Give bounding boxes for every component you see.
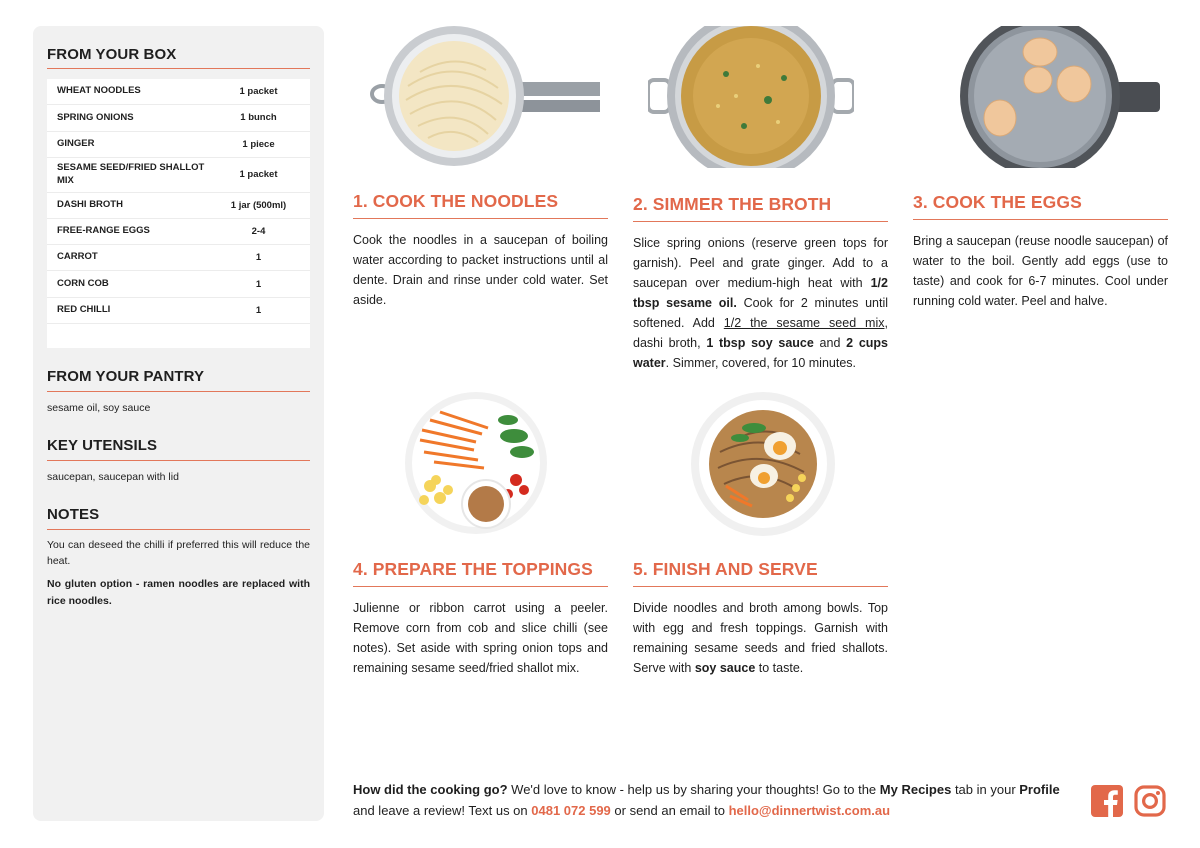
bold-run: 2 cups water [633, 336, 888, 370]
eggs-saucepan-image [956, 26, 1160, 168]
text-run: or send an email to [610, 803, 729, 818]
step-2 [633, 194, 888, 373]
step-4 [353, 559, 608, 678]
ramen-bowl-image [690, 392, 836, 536]
note-gluten: No gluten option - ramen noodles are replaced with rice noodles. [47, 578, 310, 607]
step-2-body [633, 233, 888, 373]
step-3-title: 3. COOK THE EGGS [913, 192, 1168, 220]
step-5 [633, 559, 888, 678]
utensils-section [47, 437, 310, 486]
feedback-footer [353, 779, 1073, 821]
step-1 [353, 191, 608, 310]
step-4-body: Julienne or ribbon carrot using a peeler. Remove corn from cob and slice chilli (see notes). Set aside with spring onion tops and remaining sesame seed/fried shallot mix. [353, 601, 608, 675]
utensils-heading: KEY UTENSILS [47, 437, 310, 461]
text-run: Divide noodles and broth among bowls. Top with egg and fresh toppings. Garnish with remaining sesame seeds and fried shallots. Serve with [633, 601, 888, 675]
table-row [47, 158, 310, 193]
footer-question: How did the cooking go? [353, 782, 508, 797]
pantry-heading: FROM YOUR PANTRY [47, 368, 310, 392]
notes-heading: NOTES [47, 506, 310, 530]
noodles-strainer-image [368, 26, 600, 168]
step-3 [913, 192, 1168, 311]
ingredient-qty: 1 [255, 304, 262, 316]
table-row [47, 219, 310, 245]
phone-link[interactable]: 0481 072 599 [531, 803, 611, 818]
ingredient-name: RED CHILLI [57, 303, 111, 315]
note-chilli: You can deseed the chilli if preferred this will reduce the heat. [47, 538, 310, 568]
ingredient-name: WHEAT NOODLES [57, 85, 141, 97]
table-row [47, 245, 310, 271]
table-row [47, 79, 310, 105]
utensils-text: saucepan, saucepan with lid [47, 470, 179, 483]
text-run: . Simmer, covered, for 10 minutes. [665, 356, 857, 370]
ingredient-qty: 1 jar (500ml) [230, 199, 287, 211]
text-run: and leave a review! Text us on [353, 803, 532, 818]
notes-section [47, 506, 310, 610]
step-5-title: 5. FINISH AND SERVE [633, 559, 888, 587]
ingredient-qty: 1 packet [239, 86, 278, 98]
ingredient-name: SPRING ONIONS [57, 111, 134, 123]
underlined-run: 1/2 the sesame seed mix [723, 316, 885, 330]
bold-run: 1 tbsp soy sauce [706, 336, 814, 350]
table-row [47, 271, 310, 297]
text-run: We'd love to know - help us by sharing your thoughts! Go to the [507, 782, 880, 797]
step-1-title: 1. COOK THE NOODLES [353, 191, 608, 219]
instagram-icon[interactable] [1134, 785, 1166, 817]
text-run: to taste. [755, 661, 804, 675]
table-row [47, 193, 310, 219]
my-recipes-label: My Recipes [879, 782, 952, 797]
profile-label: Profile [1019, 782, 1060, 797]
ingredient-name: GINGER [57, 137, 95, 149]
ingredient-qty: 2-4 [251, 225, 266, 237]
table-row [47, 298, 310, 324]
ingredient-qty: 1 packet [239, 169, 278, 181]
pantry-section [47, 368, 310, 417]
table-row [47, 132, 310, 158]
email-link[interactable]: hello@dinnertwist.com.au [728, 803, 891, 818]
step-1-body: Cook the noodles in a saucepan of boiling water according to packet instructions until al dente. Drain and rinse under cold water. Set aside. [353, 233, 608, 307]
text-run: Cook for 2 minutes until softened. Add [633, 296, 888, 330]
table-row [47, 105, 310, 131]
step-2-title: 2. SIMMER THE BROTH [633, 194, 888, 222]
pantry-text: sesame oil, soy sauce [47, 402, 151, 414]
step-4-title: 4. PREPARE THE TOPPINGS [353, 559, 608, 587]
ingredients-sidebar [33, 26, 324, 821]
facebook-icon[interactable] [1091, 785, 1123, 817]
ingredient-qty: 1 bunch [240, 112, 277, 124]
toppings-plate-image [404, 390, 548, 536]
ingredient-name: CARROT [57, 251, 98, 263]
box-ingredients-table [47, 79, 310, 348]
ingredient-name: DASHI BROTH [57, 198, 123, 210]
ingredient-name: SESAME SEED/FRIED SHALLOT MIX [57, 161, 205, 186]
ingredient-qty: 1 piece [242, 138, 275, 150]
step-5-body [633, 598, 888, 678]
bold-run: soy sauce [694, 661, 756, 675]
text-run: Slice spring onions (reserve green tops for garnish). Peel and grate ginger. Add to a saucepan over medium-high heat with [633, 236, 888, 290]
broth-pot-image [648, 26, 854, 168]
step-3-body: Bring a saucepan (reuse noodle saucepan) of water to the boil. Gently add eggs (use to taste) and cook for 6-7 minutes. Cool under running cold water. Peel and halve. [913, 234, 1168, 308]
bold-run: 1/2 tbsp sesame oil. [633, 276, 888, 310]
text-run: and [813, 336, 847, 350]
text-run: tab in your [951, 782, 1020, 797]
text-run: , dashi broth, [633, 316, 888, 350]
box-heading: FROM YOUR BOX [47, 46, 310, 69]
ingredient-name: FREE-RANGE EGGS [57, 225, 150, 237]
ingredient-qty: 1 [255, 252, 262, 264]
ingredient-name: CORN COB [57, 277, 109, 289]
ingredient-qty: 1 [255, 278, 262, 290]
